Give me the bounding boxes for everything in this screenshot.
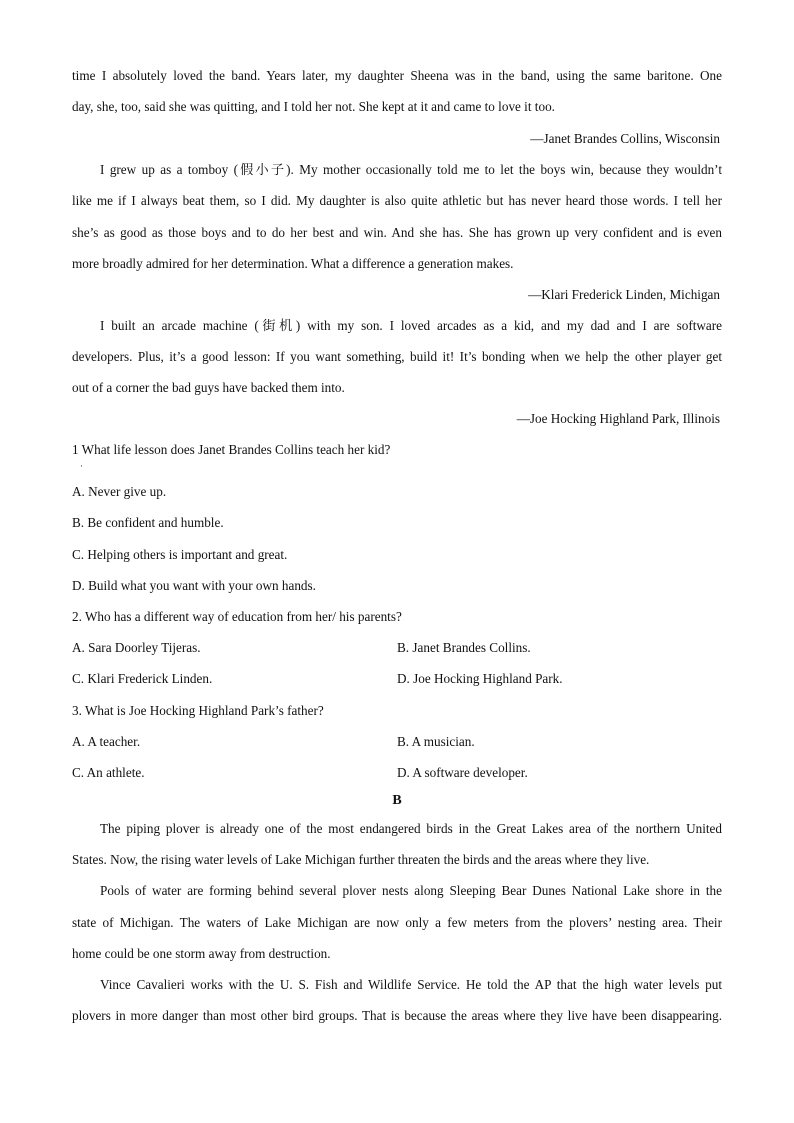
option-1c: C. Helping others is important and great. [72, 547, 288, 562]
signature-line: —Joe Hocking Highland Park, Illinois [516, 411, 720, 426]
paragraph-line: I grew up as a tomboy (假小子). My mother occasionally told me to let the boys win, because they wouldn’t [100, 162, 722, 177]
paragraph-line: Pools of water are forming behind several plover nests along Sleeping Bear Dunes National Lake shore in the [100, 883, 722, 898]
option-1b: B. Be confident and humble. [72, 515, 224, 530]
paragraph-line: developers. Plus, it’s a good lesson: If you want something, build it! It’s bonding when we help the other player get [72, 349, 722, 364]
paragraph-line: day, she, too, said she was quitting, and I told her not. She kept at it and came to love it too. [72, 99, 555, 114]
paragraph-line: home could be one storm away from destruction. [72, 946, 331, 961]
paragraph-line: more broadly admired for her determination. What a difference a generation makes. [72, 256, 514, 271]
option-2a: A. Sara Doorley Tijeras. [72, 640, 201, 655]
option-3a: A. A teacher. [72, 734, 141, 749]
paragraph-line: like me if I always beat them, so I did. My daughter is also quite athletic but has never heard those words. I tell her [72, 193, 722, 208]
paragraph-line: out of a corner the bad guys have backed them into. [72, 380, 345, 395]
paragraph-line: she’s as good as those boys and to do her best and win. And she has. She has grown up very confident and is even [72, 225, 722, 240]
paragraph-line: state of Michigan. The waters of Lake Michigan are now only a few meters from the plovers’ nesting area. Their [72, 915, 722, 930]
option-3b: B. A musician. [397, 734, 475, 749]
option-2d: D. Joe Hocking Highland Park. [397, 671, 563, 686]
option-1d: D. Build what you want with your own hands. [72, 578, 316, 593]
signature-line: —Janet Brandes Collins, Wisconsin [530, 131, 720, 146]
option-3d: D. A software developer. [397, 765, 528, 780]
paragraph-line: time I absolutely loved the band. Years later, my daughter Sheena was in the band, using the same baritone. One [72, 68, 722, 83]
stray-mark: · [80, 461, 83, 471]
paragraph-line: I built an arcade machine (街机) with my son. I loved arcades as a kid, and my dad and I are software [100, 318, 722, 333]
option-2c: C. Klari Frederick Linden. [72, 671, 213, 686]
question-3: 3. What is Joe Hocking Highland Park’s father? [72, 703, 324, 718]
section-heading: B [392, 793, 402, 808]
paragraph-line: Vince Cavalieri works with the U. S. Fish and Wildlife Service. He told the AP that the high water levels put [100, 977, 722, 992]
paragraph-line: plovers in more danger than most other bird groups. That is because the areas where they live have been disappearing. [72, 1008, 722, 1023]
signature-line: —Klari Frederick Linden, Michigan [528, 287, 720, 302]
paragraph-line: States. Now, the rising water levels of Lake Michigan further threaten the birds and the areas where they live. [72, 852, 650, 867]
option-3c: C. An athlete. [72, 765, 145, 780]
paragraph-line: The piping plover is already one of the most endangered birds in the Great Lakes area of the northern United [100, 821, 722, 836]
option-1a: A. Never give up. [72, 484, 167, 499]
question-2: 2. Who has a different way of education from her/ his parents? [72, 609, 402, 624]
option-2b: B. Janet Brandes Collins. [397, 640, 531, 655]
question-1: 1 What life lesson does Janet Brandes Collins teach her kid? [72, 442, 391, 457]
